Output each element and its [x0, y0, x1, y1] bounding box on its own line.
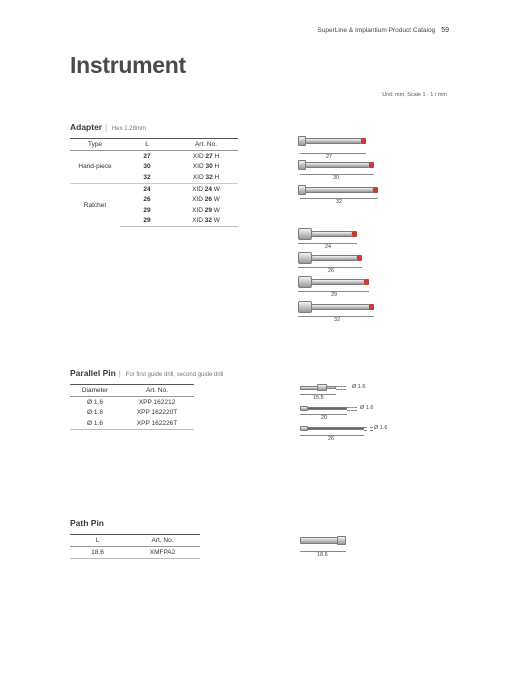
path-pin-section-title — [70, 518, 104, 528]
artno-cell: XID 29 W — [192, 206, 220, 214]
artno-cell: XPP 162220T — [136, 409, 178, 417]
diameter-cell: Ø 1.6 — [87, 409, 103, 417]
artno-cell: XPP 162226T — [120, 418, 194, 429]
length-cell: 24 — [143, 185, 151, 193]
drawing-label: 24 — [325, 244, 332, 250]
drawing-label: 29 — [331, 292, 338, 298]
diameter-cell: Ø 1.6 — [87, 398, 103, 406]
parallel-pin-subtitle: For first guide drill, second guide drill — [125, 372, 224, 378]
length-cell: 27 — [143, 152, 151, 160]
length-cell: 18.6 — [70, 547, 125, 559]
table-row — [70, 397, 194, 408]
col-header-artno: Art. No. — [120, 385, 194, 397]
type-cell: Ratchet — [70, 183, 120, 226]
col-header-artno: Art. No. — [125, 535, 200, 547]
length-cell: 29 — [143, 217, 151, 225]
length-label: 15.5 — [313, 395, 324, 401]
path-pin-table — [70, 534, 200, 559]
diameter-label: Ø 1.6 — [352, 384, 366, 390]
col-header-type: Type — [70, 139, 120, 151]
length-label: 20 — [321, 415, 328, 421]
drawing-label: 27 — [326, 154, 333, 160]
adapter-table — [70, 138, 238, 227]
col-header-l: L — [120, 139, 174, 151]
artno-cell: XID 32 H — [192, 173, 220, 181]
col-header-l: L — [70, 535, 125, 547]
drawing-label: 32 — [336, 199, 343, 205]
artno-cell: XID 26 W — [192, 196, 220, 204]
table-row — [70, 151, 238, 162]
type-cell: Hand-piece — [78, 163, 112, 171]
drawing-label: 26 — [328, 268, 335, 274]
page-title: Instrument — [70, 52, 186, 78]
page-number: 59 — [441, 27, 449, 34]
table-row — [70, 183, 238, 194]
artno-cell: XID 30 H — [192, 163, 220, 171]
artno-cell: XMFPA2 — [125, 547, 200, 559]
artno-cell: XPP 162212 — [138, 398, 176, 406]
table-row — [70, 418, 194, 429]
col-header-diameter: Diameter — [70, 385, 120, 397]
path-pin-title: Path Pin — [70, 518, 105, 528]
title-separator: | — [105, 125, 107, 132]
col-header-artno: Art. No. — [174, 139, 238, 151]
adapter-section-title — [70, 122, 146, 132]
unit-note: Unit: mm, Scale 1 : 1 / mm — [382, 92, 447, 98]
table-row — [70, 547, 200, 559]
diameter-label: Ø 1.6 — [374, 425, 388, 431]
length-label: 18.6 — [317, 552, 328, 558]
artno-cell: XID 32 W — [174, 216, 238, 227]
drawing-label: 30 — [333, 175, 340, 181]
parallel-pin-table — [70, 384, 194, 430]
adapter-subtitle: Hex 1.28mm — [111, 126, 146, 132]
adapter-title: Adapter — [70, 122, 103, 132]
drawing-label: 32 — [334, 317, 341, 323]
catalog-name: SuperLine & Implantium Product Catalog — [317, 27, 436, 34]
diameter-cell: Ø 1.6 — [70, 418, 120, 429]
table-row — [70, 408, 194, 419]
artno-cell: XID 24 W — [174, 183, 238, 194]
page-header — [317, 27, 449, 34]
length-cell: 30 — [143, 163, 151, 171]
parallel-pin-section-title — [70, 368, 223, 378]
artno-cell: XID 27 H — [192, 152, 220, 160]
parallel-pin-title: Parallel Pin — [70, 368, 116, 378]
diameter-label: Ø 1.6 — [360, 405, 374, 411]
length-cell: 26 — [143, 196, 151, 204]
length-cell: 29 — [143, 206, 151, 214]
title-separator: | — [118, 371, 121, 378]
length-label: 26 — [328, 436, 335, 442]
length-cell: 32 — [143, 173, 151, 181]
